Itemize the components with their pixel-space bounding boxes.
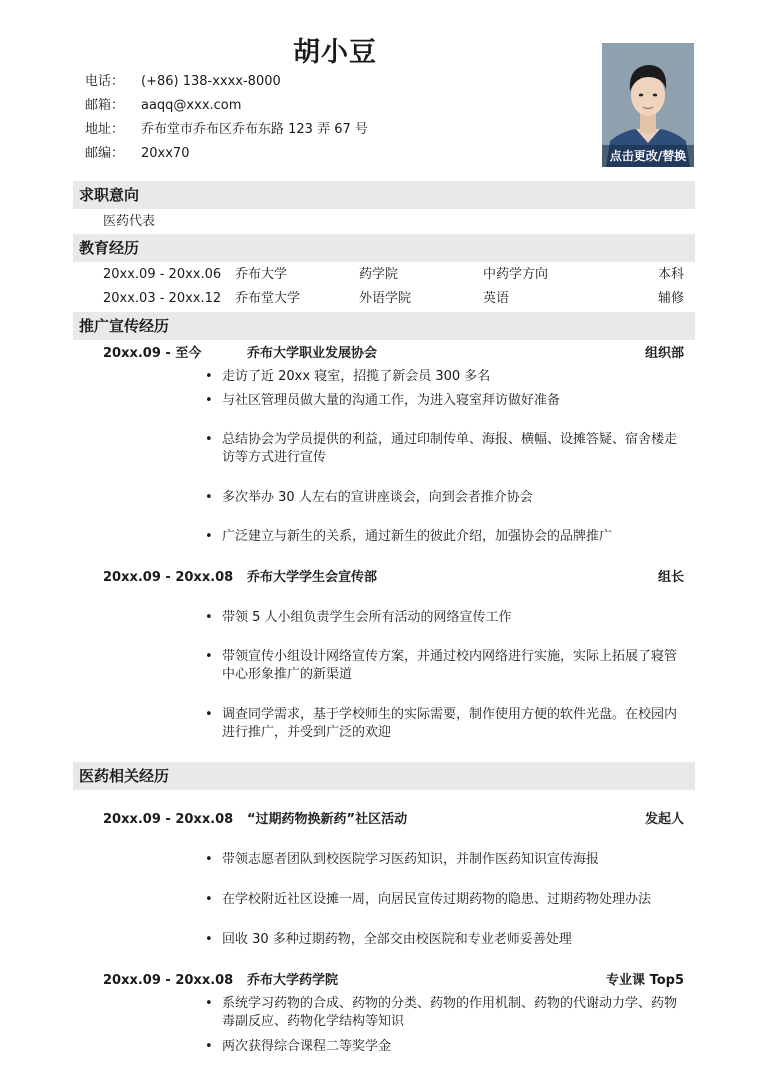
contact-address-value: 乔布堂市乔布区乔布东路 123 弄 67 号 bbox=[141, 122, 368, 137]
exp-period: 20xx.09 - 20xx.08 bbox=[103, 570, 234, 585]
bullet-dot-icon: • bbox=[205, 369, 213, 384]
exp-bullet: • 多次举办 30 人左右的宣讲座谈会，向到会者推介协会 bbox=[205, 490, 533, 505]
bullet-dot-icon: • bbox=[205, 432, 213, 447]
contact-email-value: aaqq@xxx.com bbox=[141, 98, 242, 113]
exp-period: 20xx.09 - 至今 bbox=[103, 346, 202, 361]
exp-bullet: • 带领志愿者团队到校医院学习医药知识，并制作医药知识宣传海报 bbox=[205, 852, 600, 867]
exp-organization: 乔布大学职业发展协会 bbox=[247, 346, 378, 361]
bullet-dot-icon: • bbox=[205, 490, 213, 505]
contact-phone bbox=[85, 74, 281, 90]
exp-bullet: • 在学校附近社区设摊一周，向居民宣传过期药物的隐患、过期药物处理办法 bbox=[205, 892, 652, 907]
contact-phone-label: 电话： bbox=[85, 74, 125, 89]
exp-bullet: • 两次获得综合课程二等奖学金 bbox=[205, 1039, 392, 1054]
exp-bullet: • 调查同学需求，基于学校师生的实际需要，制作使用方便的软件光盘。在校园内进行推广，并受到广泛的欢迎 bbox=[205, 707, 678, 740]
contact-email bbox=[85, 98, 242, 114]
bullet-dot-icon: • bbox=[205, 649, 213, 664]
edu-major: 英语 bbox=[483, 291, 510, 306]
section-header-education: 教育经历 bbox=[73, 234, 695, 262]
candidate-name: 胡小豆 bbox=[293, 37, 377, 68]
section-header-pharma: 医药相关经历 bbox=[73, 762, 695, 790]
exp-bullet: • 回收 30 多种过期药物，全部交由校医院和专业老师妥善处理 bbox=[205, 932, 572, 947]
edu-degree: 辅修 bbox=[657, 291, 684, 306]
exp-bullet: • 总结协会为学员提供的利益，通过印制传单、海报、横幅、设摊答疑、宿舍楼走访等方式进行宣传 bbox=[205, 432, 678, 465]
exp-bullet: • 系统学习药物的合成、药物的分类、药物的作用机制、药物的代谢动力学、药物毒副反应、药物化学结构等知识 bbox=[205, 996, 678, 1029]
contact-email-label: 邮箱： bbox=[85, 98, 125, 113]
contact-phone-value: (+86) 138-xxxx-8000 bbox=[141, 74, 281, 89]
edu-school: 乔布堂大学 bbox=[235, 291, 301, 306]
section-header-promotion: 推广宣传经历 bbox=[73, 312, 695, 340]
bullet-dot-icon: • bbox=[205, 996, 213, 1011]
exp-organization: “过期药物换新药”社区活动 bbox=[247, 812, 408, 827]
edu-school: 乔布大学 bbox=[235, 267, 288, 282]
bullet-dot-icon: • bbox=[205, 892, 213, 907]
change-photo-button[interactable]: 点击更改/替换 bbox=[602, 145, 694, 167]
contact-zip bbox=[85, 146, 190, 162]
exp-organization: 乔布大学药学院 bbox=[247, 973, 339, 988]
edu-degree: 本科 bbox=[657, 267, 684, 282]
exp-period: 20xx.09 - 20xx.08 bbox=[103, 973, 234, 988]
bullet-dot-icon: • bbox=[205, 852, 213, 867]
section-header-intent: 求职意向 bbox=[73, 181, 695, 209]
contact-address-label: 地址： bbox=[85, 122, 125, 137]
edu-period: 20xx.03 - 20xx.12 bbox=[103, 291, 222, 306]
exp-role: 组织部 bbox=[644, 346, 684, 361]
bullet-dot-icon: • bbox=[205, 1039, 213, 1054]
exp-period: 20xx.09 - 20xx.08 bbox=[103, 812, 234, 827]
exp-organization: 乔布大学学生会宣传部 bbox=[247, 570, 378, 585]
bullet-dot-icon: • bbox=[205, 932, 213, 947]
exp-bullet: • 带领 5 人小组负责学生会所有活动的网络宣传工作 bbox=[205, 610, 512, 625]
bullet-dot-icon: • bbox=[205, 610, 213, 625]
profile-photo[interactable] bbox=[602, 43, 694, 167]
edu-college: 药学院 bbox=[359, 267, 399, 282]
job-intent-value: 医药代表 bbox=[103, 214, 156, 229]
bullet-dot-icon: • bbox=[205, 393, 213, 408]
contact-zip-label: 邮编： bbox=[85, 146, 125, 161]
contact-address bbox=[85, 122, 368, 138]
exp-bullet: • 带领宣传小组设计网络宣传方案，并通过校内网络进行实施，实际上拓展了寝管中心形象推广的新渠道 bbox=[205, 649, 678, 682]
exp-role: 组长 bbox=[657, 570, 684, 585]
exp-role: 专业课 Top5 bbox=[606, 973, 684, 988]
exp-role: 发起人 bbox=[644, 812, 684, 827]
edu-major: 中药学方向 bbox=[483, 267, 549, 282]
edu-period: 20xx.09 - 20xx.06 bbox=[103, 267, 222, 282]
contact-zip-value: 20xx70 bbox=[141, 146, 190, 161]
bullet-dot-icon: • bbox=[205, 707, 213, 722]
exp-bullet: • 与社区管理员做大量的沟通工作，为进入寝室拜访做好准备 bbox=[205, 393, 561, 408]
edu-college: 外语学院 bbox=[359, 291, 412, 306]
bullet-dot-icon: • bbox=[205, 529, 213, 544]
exp-bullet: • 广泛建立与新生的关系，通过新生的彼此介绍，加强协会的品牌推广 bbox=[205, 529, 613, 544]
exp-bullet: • 走访了近 20xx 寝室，招揽了新会员 300 多名 bbox=[205, 369, 491, 384]
